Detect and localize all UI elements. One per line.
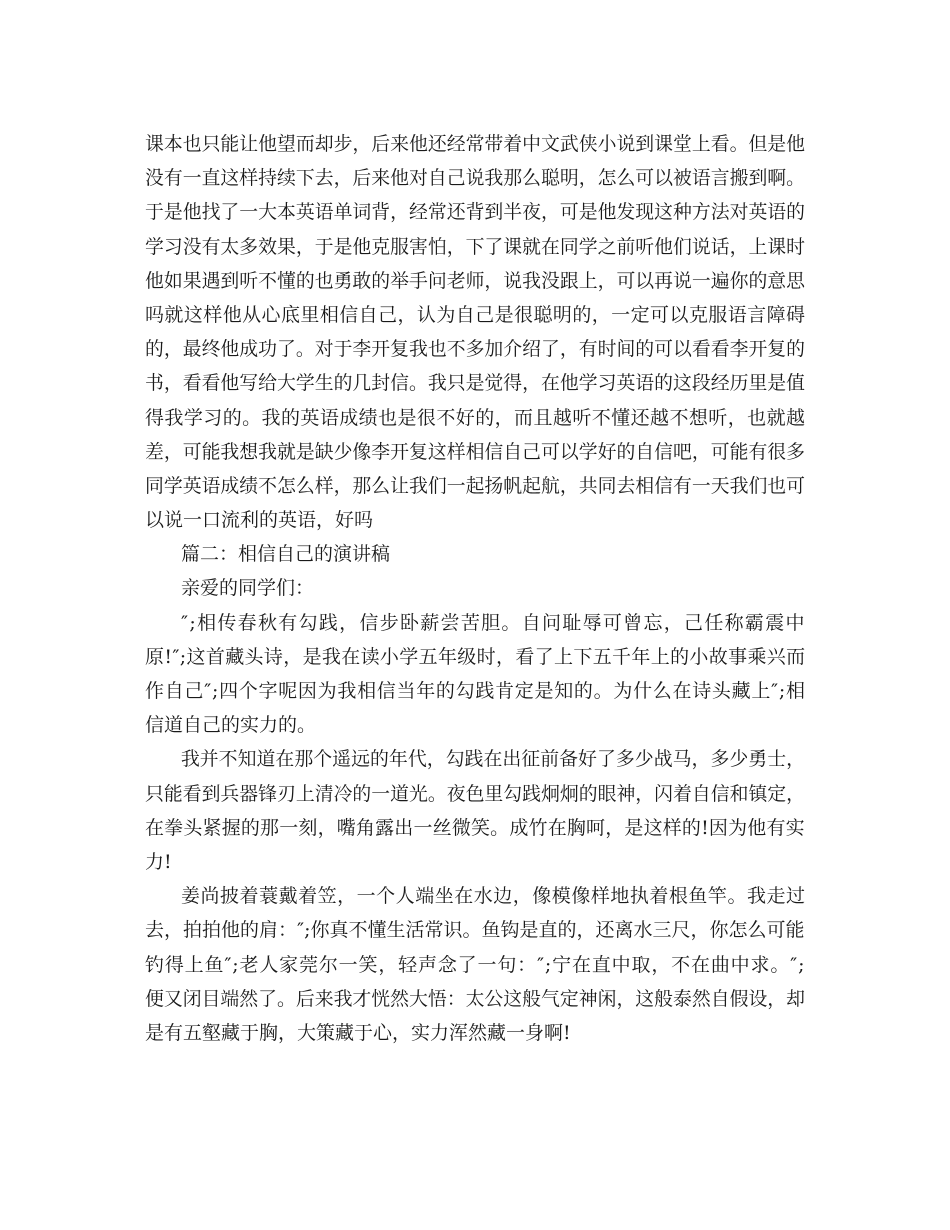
text-line: 篇二：相信自己的演讲稿 <box>181 543 391 566</box>
text-line: 差，可能我想我就是缺少像李开复这样相信自己可以学好的自信吧，可能有很多 <box>145 440 806 463</box>
text-line: 课本也只能让他望而却步，后来他还经常带着中文武侠小说到课堂上看。但是他 <box>145 133 806 155</box>
text-line: 姜尚披着蓑戴着笠，一个人端坐在水边，像模像样地执着根鱼竿。我走过 <box>181 885 806 908</box>
text-line: 便又闭目端然了。后来我才恍然大悟：太公这般气定神闲，这般泰然自假设，却 <box>145 987 806 1010</box>
text-line: 在拳头紧握的那一刻，嘴角露出一丝微笑。成竹在胸呵，是这样的!因为他有实 <box>145 816 805 839</box>
text-line: 书，看看他写给大学生的几封信。我只是觉得，在他学习英语的这段经历里是值 <box>145 372 806 395</box>
text-line: 钓得上鱼″;老人家莞尔一笑，轻声念了一句：″;宁在直中取，不在曲中求。″; <box>145 953 806 976</box>
text-line: 原!″;这首藏头诗，是我在读小学五年级时，看了上下五千年上的小故事乘兴而 <box>145 645 806 668</box>
text-line: 吗就这样他从心底里相信自己，认为自己是很聪明的，一定可以克服语言障碍 <box>145 303 806 326</box>
text-line: 去，拍拍他的肩：″;你真不懂生活常识。鱼钩是直的，还离水三尺，你怎么可能 <box>145 919 805 942</box>
text-line: ″;相传春秋有勾践，信步卧薪尝苦胆。自问耻辱可曾忘，己任称霸震中 <box>181 611 806 634</box>
text-line: 学习没有太多效果，于是他克服害怕，下了课就在同学之前听他们说话，上课时 <box>145 235 806 258</box>
text-line: 力! <box>145 850 172 873</box>
text-line: 是有五壑藏于胸，大策藏于心，实力浑然藏一身啊! <box>145 1021 571 1044</box>
text-line: 没有一直这样持续下去，后来他对自己说我那么聪明，怎么可以被语言搬到啊。 <box>145 167 806 190</box>
text-line: 亲爱的同学们： <box>181 577 315 600</box>
text-line: 得我学习的。我的英语成绩也是很不好的，而且越听不懂还越不想听，也就越 <box>145 406 806 429</box>
text-line: 以说一口流利的英语，好吗 <box>145 509 374 532</box>
document-body <box>145 127 805 1050</box>
text-line: 于是他找了一大本英语单词背，经常还背到半夜，可是他发现这种方法对英语的 <box>145 201 806 224</box>
text-line: 信道自己的实力的。 <box>145 714 317 737</box>
text-line: 作自己″;四个字呢因为我相信当年的勾践肯定是知的。为什么在诗头藏上″;相 <box>145 680 806 702</box>
text-line: 他如果遇到听不懂的也勇敢的举手问老师，说我没跟上，可以再说一遍你的意思 <box>145 269 806 292</box>
text-line: 只能看到兵器锋刃上清冷的一道光。夜色里勾践炯炯的眼神，闪着自信和镇定， <box>145 782 806 805</box>
text-line: 同学英语成绩不怎么样，那么让我们一起扬帆起航，共同去相信有一天我们也可 <box>145 474 806 497</box>
text-line: 的，最终他成功了。对于李开复我也不多加介绍了，有时间的可以看看李开复的 <box>145 338 806 361</box>
text-line: 我并不知道在那个遥远的年代，勾践在出征前备好了多少战马，多少勇士， <box>180 748 806 771</box>
